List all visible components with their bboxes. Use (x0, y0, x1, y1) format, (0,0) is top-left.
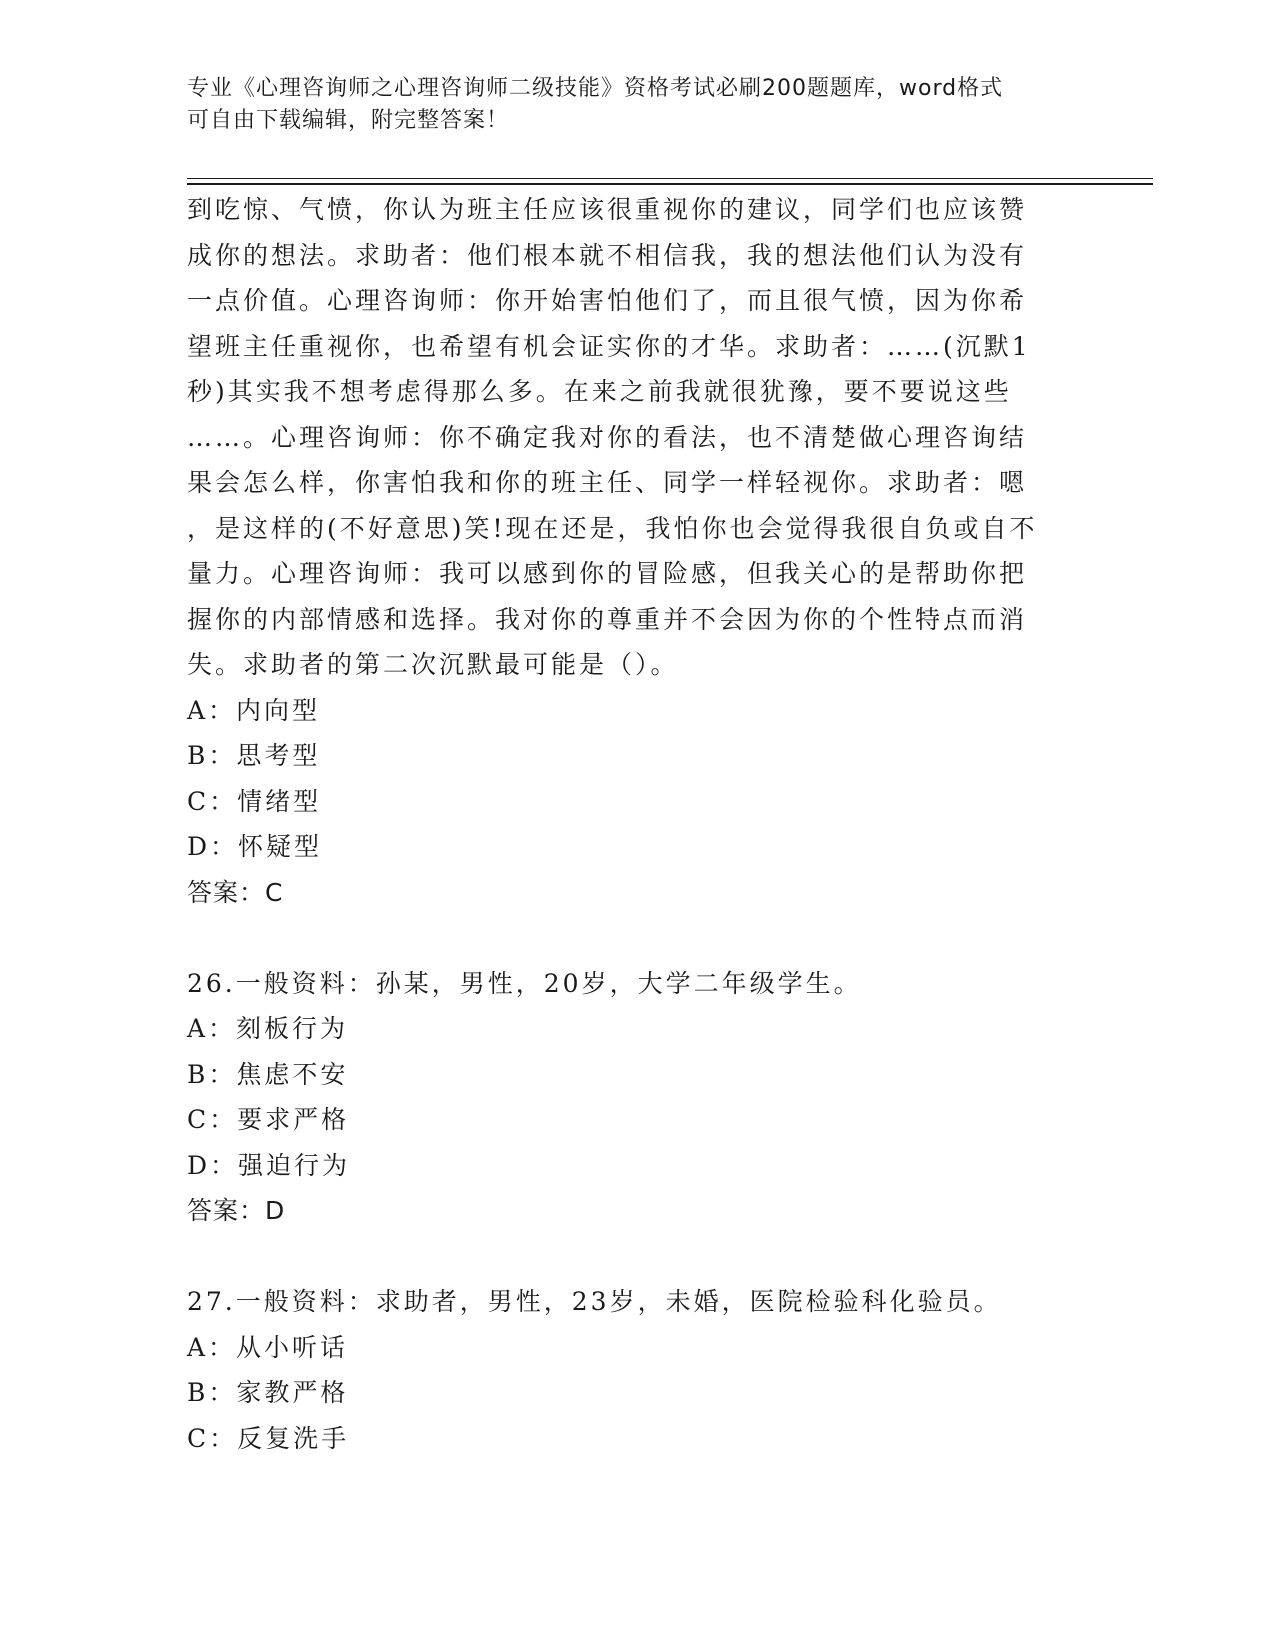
question-stem: 27.一般资料：求助者，男性，23岁，未婚，医院检验科化验员。 (187, 1287, 1002, 1316)
header-divider-thin (187, 178, 1153, 179)
passage-line: 果会怎么样，你害怕我和你的班主任、同学一样轻视你。求助者：嗯 (187, 468, 1028, 497)
spacer (187, 915, 1087, 961)
passage-line: 一点价值。心理咨询师：你开始害怕他们了，而且很气愤，因为你希 (187, 286, 1028, 315)
answer-line: 答案：C (187, 877, 284, 907)
passage-line: 失。求助者的第二次沉默最可能是（）。 (187, 650, 679, 679)
passage-line: 望班主任重视你，也希望有机会证实你的才华。求助者：……(沉默1 (187, 331, 1031, 361)
option-d: D：强迫行为 (187, 1150, 351, 1180)
question-25-options (187, 688, 1087, 870)
question-27 (187, 1279, 1087, 1461)
option-a: A：从小听话 (187, 1332, 349, 1362)
passage-line: 成你的想法。求助者：他们根本就不相信我，我的想法他们认为没有 (187, 240, 1028, 270)
option-d: D：怀疑型 (187, 832, 323, 861)
option-c: C：情绪型 (187, 786, 322, 816)
passage-line: 秒)其实我不想考虑得那么多。在来之前我就很犹豫，要不要说这些 (187, 377, 1012, 406)
passage-line: ，是这样的(不好意思)笑!现在还是，我怕你也会觉得我很自负或自不 (187, 513, 1038, 543)
option-a: A：内向型 (187, 695, 321, 725)
answer-line: 答案：D (187, 1196, 286, 1225)
option-b: B：思考型 (187, 741, 321, 770)
passage-line: 握你的内部情感和选择。我对你的尊重并不会因为你的个性特点而消 (187, 604, 1028, 634)
question-stem: 26.一般资料：孙某，男性，20岁，大学二年级学生。 (187, 968, 862, 998)
passage-line: 量力。心理咨询师：我可以感到你的冒险感，但我关心的是帮助你把 (187, 559, 1028, 588)
option-c: C：要求严格 (187, 1105, 350, 1134)
header-title-line-2: 可自由下载编辑，附完整答案！ (187, 108, 510, 133)
option-c: C：反复洗手 (187, 1423, 350, 1453)
header-divider-thick (187, 183, 1153, 185)
option-b: B：焦虑不安 (187, 1059, 349, 1089)
option-a: A：刻板行为 (187, 1014, 349, 1043)
question-25-passage (187, 187, 1087, 688)
header-title-line-1: 专业《心理咨询师之心理咨询师二级技能》资格考试必刷200题题库，word格式 (187, 76, 1004, 101)
question-26 (187, 961, 1087, 1234)
passage-line: 到吃惊、气愤，你认为班主任应该很重视你的建议，同学们也应该赞 (187, 195, 1028, 224)
passage-line: ……。心理咨询师：你不确定我对你的看法，也不清楚做心理咨询结 (187, 422, 1028, 452)
option-b: B：家教严格 (187, 1378, 349, 1407)
document-header (187, 73, 1067, 137)
spacer (187, 1234, 1087, 1280)
document-body (187, 187, 1087, 1461)
